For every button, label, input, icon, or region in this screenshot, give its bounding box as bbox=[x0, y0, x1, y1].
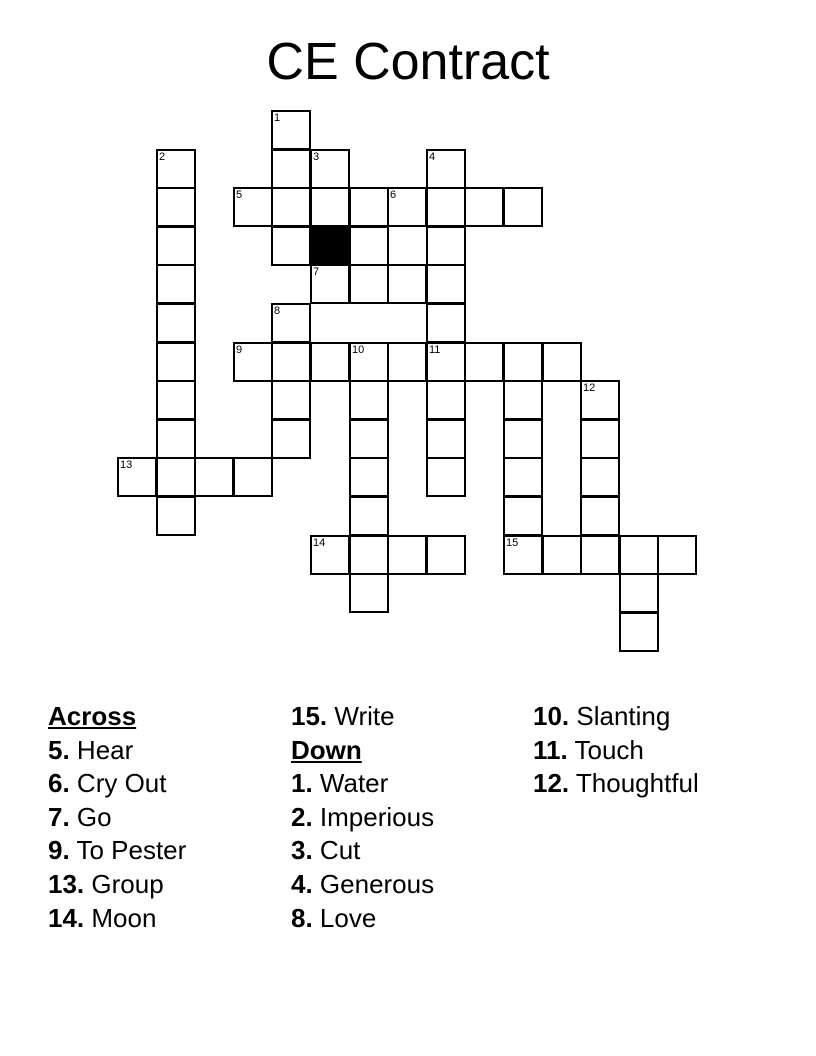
grid-cell[interactable] bbox=[271, 419, 311, 459]
grid-cell[interactable] bbox=[349, 187, 389, 227]
cell-number: 7 bbox=[313, 266, 320, 278]
clues-column-2 bbox=[291, 700, 434, 935]
grid-cell[interactable] bbox=[156, 149, 196, 189]
clue-down-2[interactable] bbox=[291, 801, 434, 835]
clue-number: 5. bbox=[48, 734, 70, 765]
grid-cell[interactable] bbox=[580, 535, 620, 575]
clue-text: Group bbox=[91, 868, 164, 899]
grid-cell[interactable] bbox=[464, 187, 504, 227]
grid-cell[interactable] bbox=[387, 535, 427, 575]
grid-cell[interactable] bbox=[156, 264, 196, 304]
clue-text: Cut bbox=[319, 835, 361, 866]
grid-cell[interactable] bbox=[619, 612, 659, 652]
grid-cell[interactable] bbox=[310, 149, 350, 189]
grid-cell[interactable] bbox=[426, 303, 466, 343]
clue-text: Thoughtful bbox=[575, 768, 699, 799]
grid-cell[interactable] bbox=[387, 187, 427, 227]
cell-number: 2 bbox=[159, 151, 166, 163]
clue-down-4[interactable] bbox=[291, 868, 434, 902]
grid-cell[interactable] bbox=[349, 342, 389, 382]
grid-cell[interactable] bbox=[156, 342, 196, 382]
grid-cell[interactable] bbox=[580, 419, 620, 459]
grid-cell[interactable] bbox=[349, 573, 389, 613]
clue-text: Moon bbox=[91, 902, 157, 933]
clue-number: 1. bbox=[291, 768, 313, 799]
grid-cell[interactable] bbox=[503, 342, 543, 382]
clue-number: 10. bbox=[533, 701, 570, 731]
clue-number: 14. bbox=[48, 902, 85, 933]
clues-column-1 bbox=[48, 700, 186, 935]
grid-cell[interactable] bbox=[426, 187, 466, 227]
grid-cell[interactable] bbox=[657, 535, 697, 575]
clue-text: Generous bbox=[319, 868, 435, 899]
clue-down-10[interactable] bbox=[533, 700, 699, 734]
cell-number: 3 bbox=[313, 151, 320, 163]
grid-cell[interactable] bbox=[310, 264, 350, 304]
grid-cell[interactable] bbox=[580, 496, 620, 536]
grid-cell[interactable] bbox=[156, 496, 196, 536]
grid-cell[interactable] bbox=[349, 380, 389, 420]
grid-cell[interactable] bbox=[503, 496, 543, 536]
grid-cell[interactable] bbox=[271, 187, 311, 227]
clue-down-12[interactable] bbox=[533, 767, 699, 801]
clue-number: 9. bbox=[48, 835, 70, 866]
clue-number: 6. bbox=[48, 768, 70, 799]
clue-text: Slanting bbox=[576, 701, 671, 731]
cell-number: 8 bbox=[274, 305, 281, 317]
clue-text: Go bbox=[76, 801, 112, 832]
clue-across-9[interactable] bbox=[48, 834, 186, 868]
puzzle-title: CE Contract bbox=[266, 33, 550, 91]
grid-cell[interactable] bbox=[156, 419, 196, 459]
cell-number: 5 bbox=[236, 189, 243, 201]
clue-across-13[interactable] bbox=[48, 868, 186, 902]
grid-cell[interactable] bbox=[271, 110, 311, 150]
cell-number: 14 bbox=[313, 537, 326, 549]
clue-text: Cry Out bbox=[76, 768, 167, 799]
cell-number: 4 bbox=[429, 151, 436, 163]
grid-cell[interactable] bbox=[349, 496, 389, 536]
grid-cell[interactable] bbox=[194, 457, 234, 497]
grid-cell[interactable] bbox=[349, 226, 389, 266]
grid-cell[interactable] bbox=[503, 535, 543, 575]
grid-cell[interactable] bbox=[156, 380, 196, 420]
grid-cell[interactable] bbox=[117, 457, 157, 497]
grid-cell[interactable] bbox=[503, 419, 543, 459]
clue-text: Touch bbox=[574, 734, 644, 765]
across-heading: Across bbox=[48, 701, 137, 731]
clue-number: 4. bbox=[291, 868, 313, 899]
clue-text: Imperious bbox=[319, 801, 435, 832]
clue-text: Love bbox=[319, 902, 377, 933]
grid-cell[interactable] bbox=[619, 535, 659, 575]
clue-down-3[interactable] bbox=[291, 834, 434, 868]
cell-number: 1 bbox=[274, 112, 281, 124]
clue-number: 13. bbox=[48, 868, 85, 899]
clue-number: 8. bbox=[291, 902, 313, 933]
grid-cell[interactable] bbox=[271, 149, 311, 189]
clue-number: 2. bbox=[291, 801, 313, 832]
down-heading: Down bbox=[291, 734, 362, 765]
cell-number: 15 bbox=[506, 537, 519, 549]
cell-number: 9 bbox=[236, 344, 243, 356]
clue-number: 15. bbox=[291, 701, 328, 731]
clues-column-3 bbox=[533, 700, 699, 801]
grid-cell[interactable] bbox=[503, 187, 543, 227]
grid-cell[interactable] bbox=[271, 342, 311, 382]
grid-cell[interactable] bbox=[271, 380, 311, 420]
grid-cell[interactable] bbox=[464, 342, 504, 382]
grid-cell[interactable] bbox=[349, 419, 389, 459]
grid-cell[interactable] bbox=[349, 457, 389, 497]
grid-cell[interactable] bbox=[349, 535, 389, 575]
grid-cell[interactable] bbox=[156, 187, 196, 227]
grid-cell[interactable] bbox=[310, 342, 350, 382]
grid-cell[interactable] bbox=[233, 457, 273, 497]
clue-number: 12. bbox=[533, 768, 570, 799]
grid-cell[interactable] bbox=[387, 342, 427, 382]
cell-number: 12 bbox=[583, 382, 596, 394]
clue-across-15[interactable] bbox=[291, 700, 434, 734]
grid-cell[interactable] bbox=[426, 535, 466, 575]
cell-number: 6 bbox=[390, 189, 397, 201]
clue-across-7[interactable] bbox=[48, 801, 186, 835]
grid-cell[interactable] bbox=[310, 187, 350, 227]
grid-cell[interactable] bbox=[426, 149, 466, 189]
grid-cell[interactable] bbox=[619, 573, 659, 613]
grid-cell[interactable] bbox=[426, 419, 466, 459]
clue-across-14[interactable] bbox=[48, 902, 186, 936]
clue-number: 7. bbox=[48, 801, 70, 832]
cell-number: 10 bbox=[352, 344, 365, 356]
clue-text: Write bbox=[334, 701, 395, 731]
grid-cell[interactable] bbox=[503, 457, 543, 497]
grid-cell[interactable] bbox=[542, 535, 582, 575]
grid-cell[interactable] bbox=[233, 187, 273, 227]
grid-cell[interactable] bbox=[426, 264, 466, 304]
grid-cell[interactable] bbox=[156, 226, 196, 266]
grid-cell[interactable] bbox=[156, 303, 196, 343]
grid-cell[interactable] bbox=[349, 264, 389, 304]
clue-across-6[interactable] bbox=[48, 767, 186, 801]
grid-cell[interactable] bbox=[426, 457, 466, 497]
cell-number: 11 bbox=[429, 344, 441, 356]
clue-number: 11. bbox=[533, 734, 568, 765]
grid-cell[interactable] bbox=[156, 457, 196, 497]
blocked-cell bbox=[310, 226, 350, 266]
grid-cell[interactable] bbox=[542, 342, 582, 382]
clue-across-5[interactable] bbox=[48, 734, 186, 768]
grid-cell[interactable] bbox=[271, 303, 311, 343]
grid-cell[interactable] bbox=[580, 457, 620, 497]
clue-text: To Pester bbox=[76, 835, 187, 866]
clue-number: 3. bbox=[291, 835, 313, 866]
grid-cell[interactable] bbox=[580, 380, 620, 420]
clue-down-8[interactable] bbox=[291, 902, 434, 936]
grid-cell[interactable] bbox=[310, 535, 350, 575]
grid-cell[interactable] bbox=[426, 226, 466, 266]
grid-cell[interactable] bbox=[387, 264, 427, 304]
cell-number: 13 bbox=[120, 459, 133, 471]
clue-text: Hear bbox=[76, 734, 134, 765]
clue-down-1[interactable] bbox=[291, 767, 434, 801]
grid-cell[interactable] bbox=[503, 380, 543, 420]
clue-text: Water bbox=[319, 768, 389, 799]
grid-cell[interactable] bbox=[233, 342, 273, 382]
grid-cell[interactable] bbox=[426, 380, 466, 420]
clue-down-11[interactable] bbox=[533, 734, 699, 768]
grid-cell[interactable] bbox=[426, 342, 466, 382]
grid-cell[interactable] bbox=[271, 226, 311, 266]
